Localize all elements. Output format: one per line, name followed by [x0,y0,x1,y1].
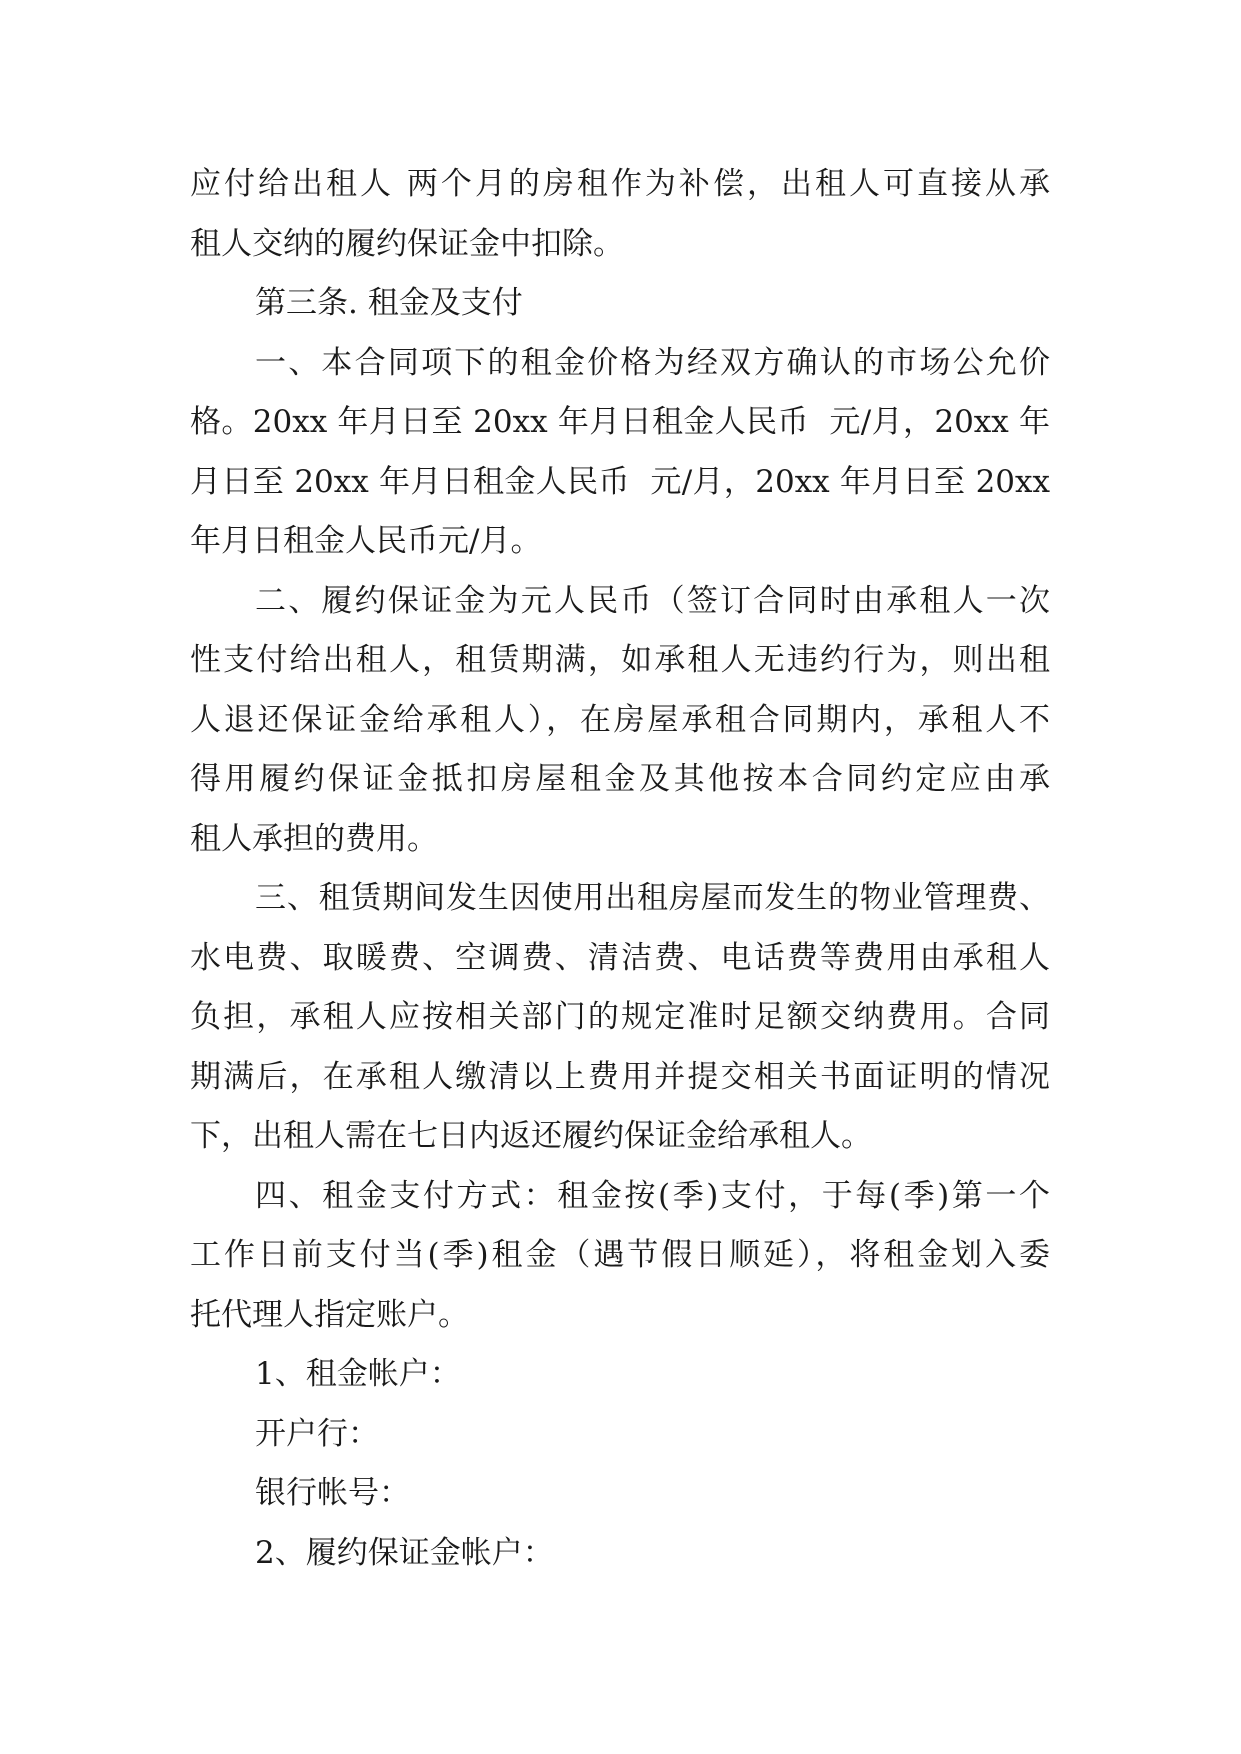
text-line: 第三条. 租金及支付 [255,285,523,321]
text-line: 人退还保证金给承租人），在房屋承租合同期内，承租人不 [190,701,1050,738]
text-line: 下，出租人需在七日内返还履约保证金给承租人。 [190,1118,872,1154]
text-line: 银行帐号： [255,1475,410,1511]
text-line: 性支付给出租人，租赁期满，如承租人无违约行为，则出租 [190,642,1050,678]
text-line: 水电费、取暖费、空调费、清洁费、电话费等费用由承租人 [190,939,1050,976]
text-line: 负担，承租人应按相关部门的规定准时足额交纳费用。合同 [190,999,1050,1035]
text-line: 得用履约保证金抵扣房屋租金及其他按本合同约定应由承 [190,761,1050,797]
text-line: 租人交纳的履约保证金中扣除。 [190,225,624,262]
text-line: 二、履约保证金为元人民币（签订合同时由承租人一次 [255,582,1050,619]
text-line: 一、本合同项下的租金价格为经双方确认的市场公允价 [255,344,1050,381]
text-line: 格。20xx 年月日至 20xx 年月日租金人民币 元/月，20xx 年 [190,404,1050,440]
text-line: 开户行： [255,1415,379,1452]
text-line: 三、租赁期间发生因使用出租房屋而发生的物业管理费、 [255,880,1050,916]
text-line: 月日至 20xx 年月日租金人民币 元/月，20xx 年月日至 20xx [190,463,1050,500]
text-line: 年月日租金人民币元/月。 [190,523,542,559]
text-line: 期满后，在承租人缴清以上费用并提交相关书面证明的情况 [190,1058,1050,1095]
text-line: 应付给出租人 两个月的房租作为补偿，出租人可直接从承 [190,166,1050,202]
text-line: 租人承担的费用。 [190,820,438,857]
text-line: 工作日前支付当(季)租金（遇节假日顺延），将租金划入委 [190,1237,1050,1273]
text-line: 1、租金帐户： [255,1356,461,1392]
text-line: 2、履约保证金帐户： [255,1534,554,1571]
text-line: 四、租金支付方式：租金按(季)支付，于每(季)第一个 [255,1177,1050,1214]
document-body [190,155,1050,1583]
text-line: 托代理人指定账户。 [190,1296,469,1333]
